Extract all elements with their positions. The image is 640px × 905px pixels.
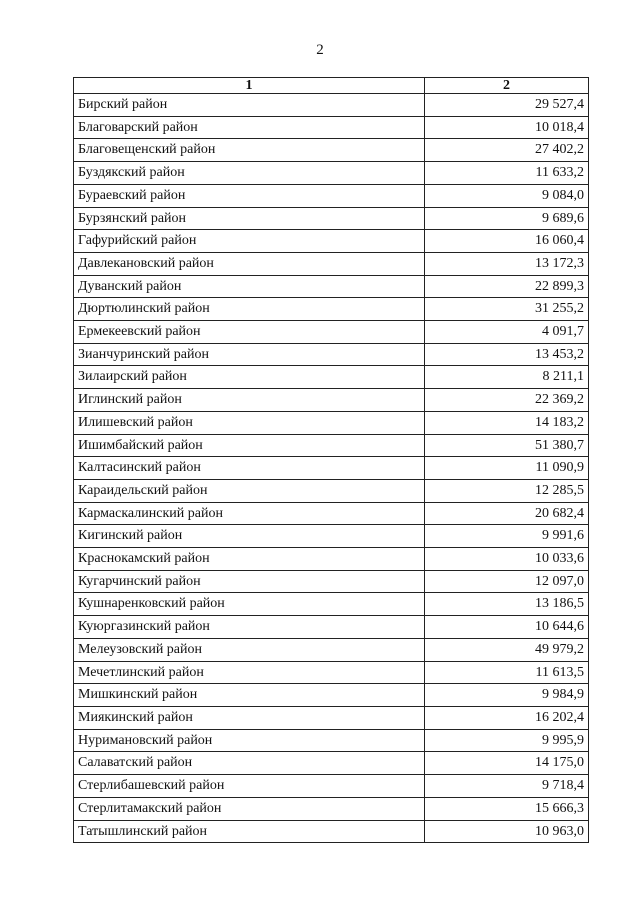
- amount-cell: 12 097,0: [425, 570, 589, 593]
- amount-cell: 12 285,5: [425, 479, 589, 502]
- table-row: [74, 184, 589, 207]
- amount-cell: 9 991,6: [425, 525, 589, 548]
- amount-cell: 31 255,2: [425, 298, 589, 321]
- table-row: [74, 616, 589, 639]
- table-row: [74, 252, 589, 275]
- district-name-cell: Дуванский район: [74, 275, 425, 298]
- district-name-cell: Нуримановский район: [74, 729, 425, 752]
- table-row: [74, 638, 589, 661]
- table-row: [74, 162, 589, 185]
- amount-cell: 22 369,2: [425, 389, 589, 412]
- district-name-cell: Давлекановский район: [74, 252, 425, 275]
- district-name-cell: Благоварский район: [74, 116, 425, 139]
- amount-cell: 9 995,9: [425, 729, 589, 752]
- district-name-cell: Калтасинский район: [74, 457, 425, 480]
- district-name-cell: Кигинский район: [74, 525, 425, 548]
- table-row: [74, 797, 589, 820]
- district-name-cell: Стерлибашевский район: [74, 775, 425, 798]
- table-body: [74, 94, 589, 843]
- table-row: [74, 752, 589, 775]
- table-row: [74, 343, 589, 366]
- amount-cell: 10 018,4: [425, 116, 589, 139]
- district-name-cell: Татышлинский район: [74, 820, 425, 843]
- amount-cell: 22 899,3: [425, 275, 589, 298]
- district-name-cell: Иглинский район: [74, 389, 425, 412]
- amount-cell: 10 963,0: [425, 820, 589, 843]
- district-name-cell: Куюргазинский район: [74, 616, 425, 639]
- table-row: [74, 593, 589, 616]
- district-name-cell: Илишевский район: [74, 411, 425, 434]
- table-row: [74, 230, 589, 253]
- table-header: [74, 78, 589, 94]
- amount-cell: 13 186,5: [425, 593, 589, 616]
- column-header-1: 1: [74, 78, 425, 94]
- district-name-cell: Стерлитамакский район: [74, 797, 425, 820]
- district-name-cell: Кугарчинский район: [74, 570, 425, 593]
- table-row: [74, 139, 589, 162]
- amount-cell: 20 682,4: [425, 502, 589, 525]
- amount-cell: 10 033,6: [425, 548, 589, 571]
- district-name-cell: Мечетлинский район: [74, 661, 425, 684]
- table-row: [74, 775, 589, 798]
- amount-cell: 11 613,5: [425, 661, 589, 684]
- table-row: [74, 684, 589, 707]
- table-row: [74, 820, 589, 843]
- district-name-cell: Ермекеевский район: [74, 321, 425, 344]
- amount-cell: 9 689,6: [425, 207, 589, 230]
- amount-cell: 9 718,4: [425, 775, 589, 798]
- table-row: [74, 411, 589, 434]
- page-number: 2: [316, 42, 324, 58]
- amount-cell: 11 633,2: [425, 162, 589, 185]
- column-header-2: 2: [425, 78, 589, 94]
- amount-cell: 13 453,2: [425, 343, 589, 366]
- table-row: [74, 661, 589, 684]
- district-name-cell: Буздякский район: [74, 162, 425, 185]
- district-name-cell: Ишимбайский район: [74, 434, 425, 457]
- amount-cell: 16 060,4: [425, 230, 589, 253]
- district-name-cell: Караидельский район: [74, 479, 425, 502]
- district-name-cell: Мелеузовский район: [74, 638, 425, 661]
- district-name-cell: Дюртюлинский район: [74, 298, 425, 321]
- amount-cell: 4 091,7: [425, 321, 589, 344]
- table-row: [74, 116, 589, 139]
- table-row: [74, 275, 589, 298]
- amount-cell: 15 666,3: [425, 797, 589, 820]
- amount-cell: 14 175,0: [425, 752, 589, 775]
- amount-cell: 10 644,6: [425, 616, 589, 639]
- amount-cell: 9 084,0: [425, 184, 589, 207]
- amount-cell: 8 211,1: [425, 366, 589, 389]
- district-name-cell: Гафурийский район: [74, 230, 425, 253]
- data-table: [73, 77, 589, 843]
- district-name-cell: Бураевский район: [74, 184, 425, 207]
- district-name-cell: Благовещенский район: [74, 139, 425, 162]
- table-row: [74, 479, 589, 502]
- table-row: [74, 729, 589, 752]
- amount-cell: 13 172,3: [425, 252, 589, 275]
- table-row: [74, 570, 589, 593]
- district-name-cell: Краснокамский район: [74, 548, 425, 571]
- table-row: [74, 389, 589, 412]
- table-row: [74, 548, 589, 571]
- amount-cell: 14 183,2: [425, 411, 589, 434]
- table-row: [74, 502, 589, 525]
- district-name-cell: Салаватский район: [74, 752, 425, 775]
- district-name-cell: Миякинский район: [74, 706, 425, 729]
- table-row: [74, 298, 589, 321]
- amount-cell: 51 380,7: [425, 434, 589, 457]
- district-name-cell: Зианчуринский район: [74, 343, 425, 366]
- district-name-cell: Мишкинский район: [74, 684, 425, 707]
- table-row: [74, 706, 589, 729]
- district-name-cell: Бурзянский район: [74, 207, 425, 230]
- table-row: [74, 434, 589, 457]
- header-row: [74, 78, 589, 94]
- amount-cell: 16 202,4: [425, 706, 589, 729]
- table-row: [74, 457, 589, 480]
- table-row: [74, 366, 589, 389]
- district-name-cell: Зилаирский район: [74, 366, 425, 389]
- district-name-cell: Кармаскалинский район: [74, 502, 425, 525]
- amount-cell: 11 090,9: [425, 457, 589, 480]
- amount-cell: 29 527,4: [425, 94, 589, 117]
- amount-cell: 9 984,9: [425, 684, 589, 707]
- amount-cell: 27 402,2: [425, 139, 589, 162]
- amount-cell: 49 979,2: [425, 638, 589, 661]
- district-name-cell: Кушнаренковский район: [74, 593, 425, 616]
- district-name-cell: Бирский район: [74, 94, 425, 117]
- table-row: [74, 525, 589, 548]
- table-row: [74, 321, 589, 344]
- table-row: [74, 207, 589, 230]
- table-row: [74, 94, 589, 117]
